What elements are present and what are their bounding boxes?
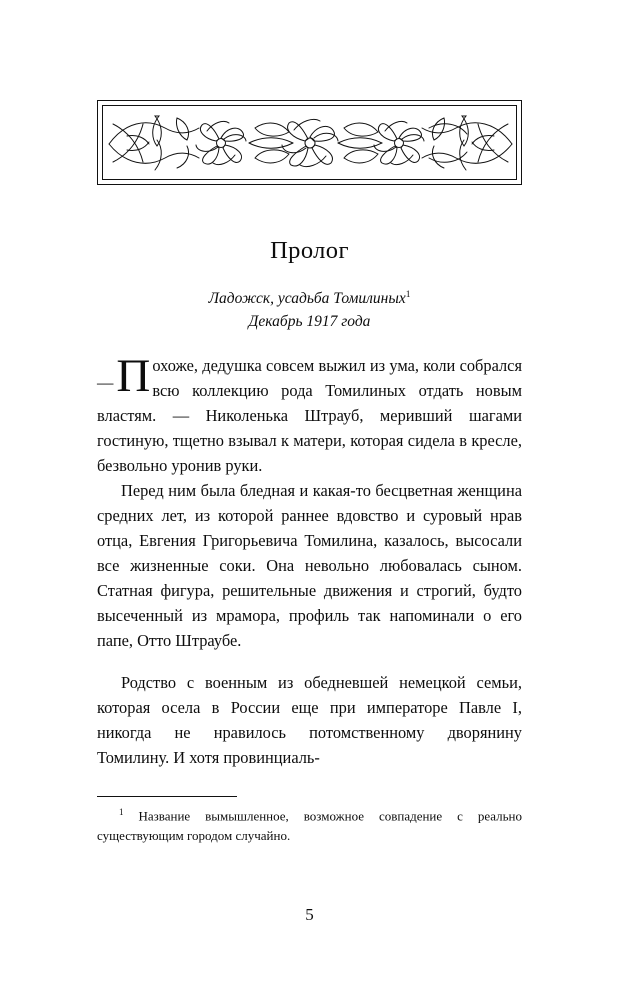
footnote-marker-ref: 1	[405, 289, 411, 300]
page-number: 5	[305, 905, 314, 924]
paragraph-2: Перед ним была бледная и какая-то бесцветная женщина средних лет, из которой раннее вдовство и суровый нрав отца, Евгения Григорьевича Томилина, казалось, высосали все жизненные соки. Она невольно любовалась сыном. Статная фигура, решительные движения и строгий, будто высеченный из мрамора, профиль так напоминали о его папе, Отто Штраубе.	[97, 481, 522, 651]
footnote-marker: 1	[119, 807, 124, 818]
footnote-text: Название вымышленное, возможное совпадение с реально существующим городом случайно.	[97, 808, 523, 844]
ornament-vector	[103, 106, 517, 180]
page-content	[97, 0, 522, 846]
subtitle-date: Декабрь 1917 года	[248, 313, 371, 331]
em-dash: —	[97, 373, 114, 393]
paragraph-3: Родство с военным из обедневшей немецкой семьи, которая осела в России еще при императоре Павле I, никогда не нравилось потомственному дворянину Томилину. И хотя провинциаль-	[97, 673, 522, 768]
paragraph-1	[97, 350, 522, 478]
footnote-divider	[97, 796, 237, 797]
subtitle-location-text: Ладожск, усадьба Томилиных	[208, 290, 406, 307]
drop-cap: П	[116, 350, 151, 403]
chapter-title: Пролог	[270, 237, 349, 264]
paragraph-1-text: охоже, дедушка совсем выжил из ума, коли собрался всю коллекцию рода Томилиных отдать новым властям. — Николенька Штрауб, меривший шагами гостиную, тщетно взывал к матери, которая сидела в кресле, безвольно уронив руки.	[97, 356, 522, 476]
floral-ornament-band	[97, 100, 522, 185]
subtitle-location	[97, 287, 522, 311]
body-text	[97, 350, 522, 770]
ornament-inner-frame	[102, 105, 517, 180]
footnote	[97, 806, 522, 845]
